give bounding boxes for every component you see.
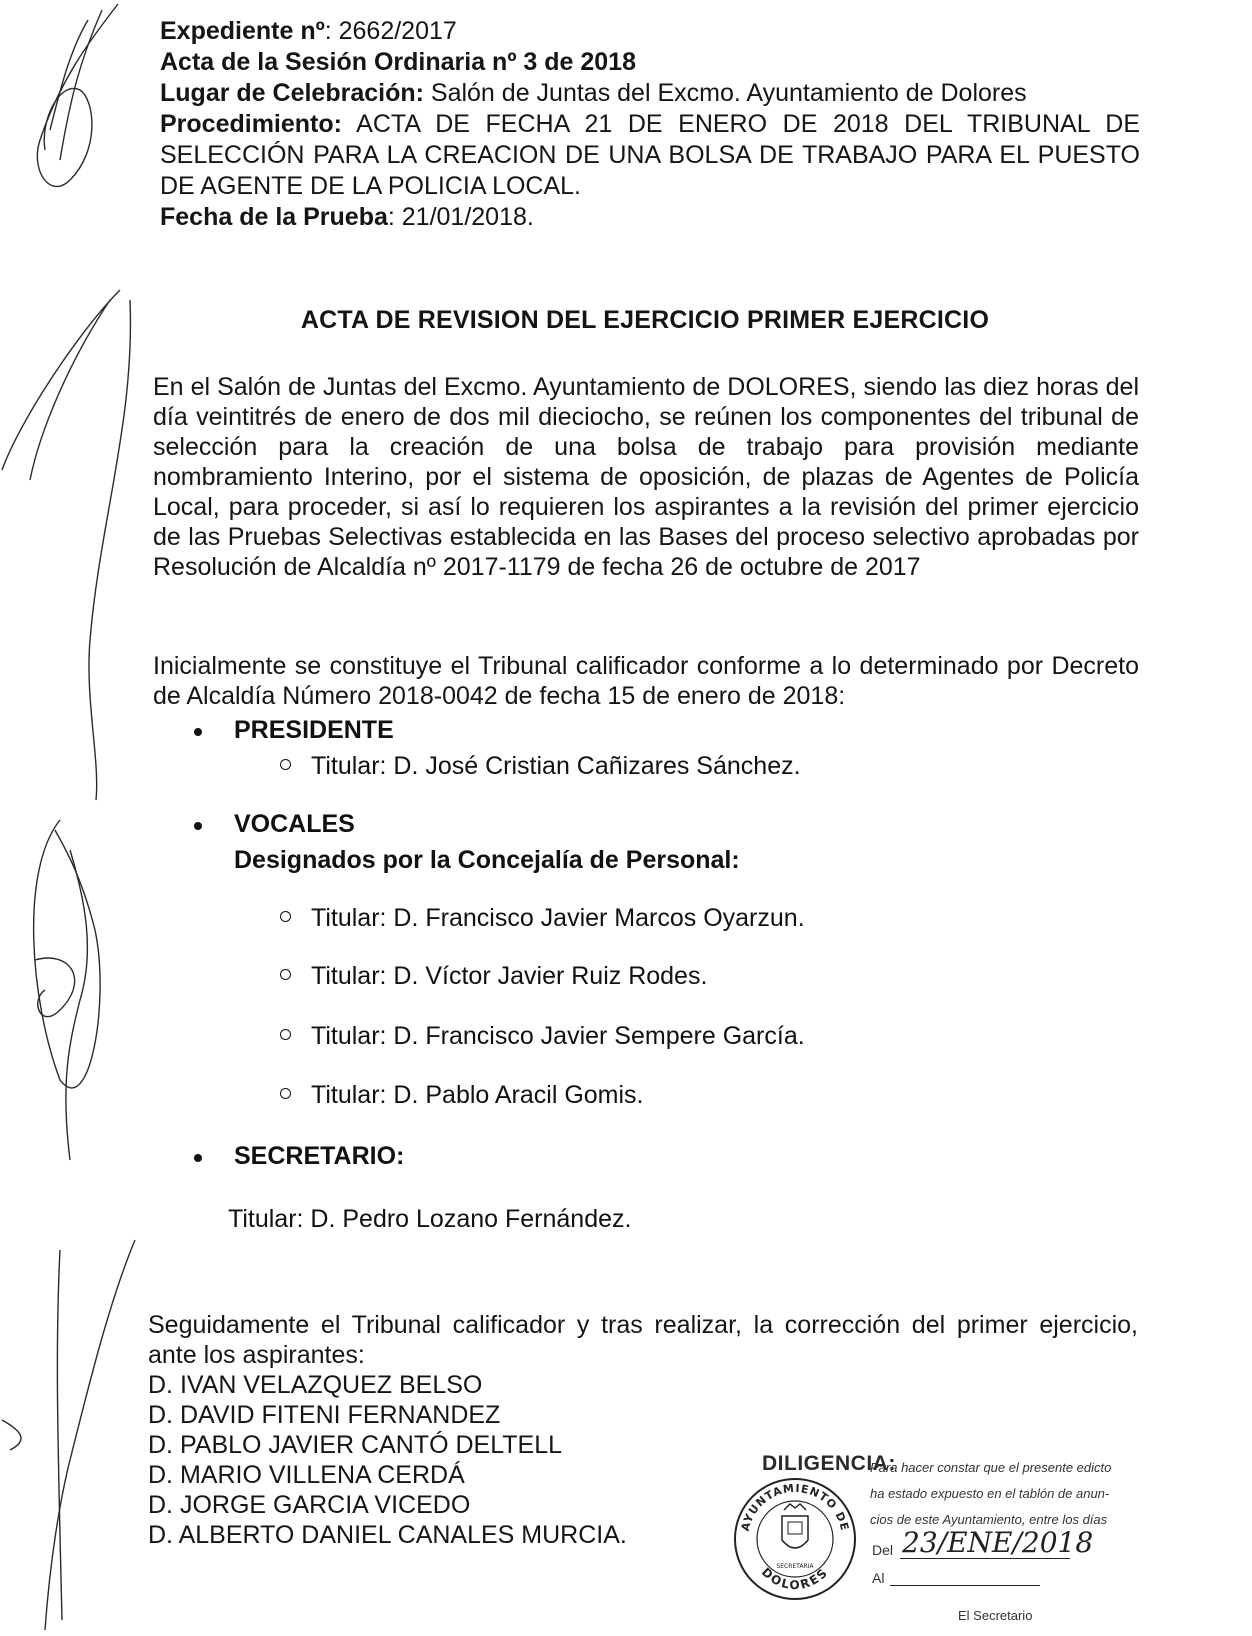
lugar-label: Lugar de Celebración: <box>160 79 424 107</box>
fecha-label: Fecha de la Prueba <box>160 203 388 231</box>
presidente-label: PRESIDENTE <box>234 716 394 744</box>
seal-center-text: SECRETARIA <box>776 1563 814 1570</box>
secretario-name: Titular: D. Pedro Lozano Fernández. <box>228 1205 632 1233</box>
seal-bottom-text: DOLORES <box>758 1564 832 1593</box>
circle-bullet-icon <box>280 1088 291 1099</box>
constitution-paragraph: Inicialmente se constituye el Tribunal calificador conforme a lo determinado por Decreto de Alcaldía Número 2018-0042 de fecha 15 de enero de 2018: <box>153 652 1139 710</box>
document-title: ACTA DE REVISION DEL EJERCICIO PRIMER EJERCICIO <box>300 306 990 334</box>
correction-paragraph: Seguidamente el Tribunal calificador y tras realizar, la corrección del primer ejercicio, ante los aspirantes: <box>148 1311 1138 1369</box>
lugar-line <box>160 78 1140 109</box>
signature-mark <box>0 0 150 1636</box>
al-label: Al <box>872 1570 885 1586</box>
diligencia-text: cios de este Ayuntamiento, entre los días <box>870 1512 1108 1527</box>
fecha-line <box>160 202 1140 233</box>
vocal-item <box>280 1081 644 1110</box>
bullet-dot-icon <box>194 822 202 830</box>
lugar-value: Salón de Juntas del Excmo. Ayuntamiento de Dolores <box>423 79 1027 107</box>
vocal-name: Titular: D. Francisco Javier Marcos Oyarzun. <box>311 904 805 932</box>
procedimiento-line <box>160 109 1140 202</box>
list-item: D. MARIO VILLENA CERDÁ <box>148 1461 465 1489</box>
circle-bullet-icon <box>280 969 291 980</box>
secretario-item <box>228 1205 631 1234</box>
procedimiento-value: ACTA DE FECHA 21 DE ENERO DE 2018 DEL TRIBUNAL DE SELECCIÓN PARA LA CREACION DE UNA BOLSA DE TRABAJO PARA EL PUESTO DE AGENTE DE LA POLICIA LOCAL. <box>160 110 1140 200</box>
al-line <box>890 1585 1040 1586</box>
procedimiento-label: Procedimiento: <box>160 110 342 138</box>
circle-bullet-icon <box>280 911 291 922</box>
list-item: D. ALBERTO DANIEL CANALES MURCIA. <box>148 1521 627 1549</box>
vocal-name: Titular: D. Víctor Javier Ruiz Rodes. <box>311 962 708 990</box>
presidente-name: Titular: D. José Cristian Cañizares Sánchez. <box>311 752 801 780</box>
bullet-dot-icon <box>194 728 202 736</box>
diligencia-text: Para hacer constar que el presente edicto <box>870 1460 1112 1475</box>
diligencia-stamp <box>738 1452 1210 1632</box>
expediente-label: Expediente nº <box>160 17 325 45</box>
acta-line: Acta de la Sesión Ordinaria nº 3 de 2018 <box>160 48 636 76</box>
list-item: D. PABLO JAVIER CANTÓ DELTELL <box>148 1431 563 1459</box>
circle-bullet-icon <box>280 759 291 770</box>
vocal-name: Titular: D. Francisco Javier Sempere García. <box>311 1022 805 1050</box>
vocales-sub-label: Designados por la Concejalía de Personal: <box>234 846 740 874</box>
list-item: D. IVAN VELAZQUEZ BELSO <box>148 1371 483 1399</box>
circle-bullet-icon <box>280 1029 291 1040</box>
secretario-label: SECRETARIO: <box>234 1142 405 1170</box>
del-date: 23/ENE/2018 <box>902 1526 1094 1559</box>
diligencia-text: ha estado expuesto en el tablón de anun- <box>870 1486 1110 1501</box>
list-item: D. JORGE GARCIA VICEDO <box>148 1491 471 1519</box>
aspirantes-list <box>148 1370 627 1550</box>
vocal-item <box>280 904 805 933</box>
del-label: Del <box>872 1542 894 1558</box>
presidente-item <box>280 752 801 781</box>
fecha-value: : 21/01/2018. <box>387 203 534 231</box>
bullet-dot-icon <box>194 1154 202 1162</box>
expediente-value: : 2662/2017 <box>324 17 457 45</box>
vocal-item <box>280 1022 805 1051</box>
municipal-seal-icon <box>730 1474 860 1604</box>
expediente-line <box>160 16 1140 47</box>
vocales-label: VOCALES <box>234 810 355 838</box>
svg-text:AYUNTAMIENTO DE <box>739 1482 852 1533</box>
diligencia-label: DILIGENCIA: <box>762 1452 896 1475</box>
list-item: D. DAVID FITENI FERNANDEZ <box>148 1401 501 1429</box>
document-header <box>160 16 1140 233</box>
seal-top-text: AYUNTAMIENTO DE <box>738 1481 852 1533</box>
vocal-item <box>280 962 707 991</box>
del-line <box>900 1558 1070 1559</box>
intro-paragraph: En el Salón de Juntas del Excmo. Ayuntamiento de DOLORES, siendo las diez horas del día veintitrés de enero de dos mil dieciocho, se reúnen los componentes del tribunal de selección para la creación de una bolsa de trabajo para provisión mediante nombramiento Interino, por el sistema de oposición, de plazas de Agentes de Policía Local, para proceder, si así lo requieren los aspirantes a la revisión del primer ejercicio de las Pruebas Selectivas establecida en las Bases del proceso selectivo aprobadas por Resolución de Alcaldía nº 2017-1179 de fecha 26 de octubre de 2017 <box>153 373 1139 581</box>
vocal-name: Titular: D. Pablo Aracil Gomis. <box>311 1081 644 1109</box>
secretario-caption: El Secretario <box>958 1608 1033 1623</box>
